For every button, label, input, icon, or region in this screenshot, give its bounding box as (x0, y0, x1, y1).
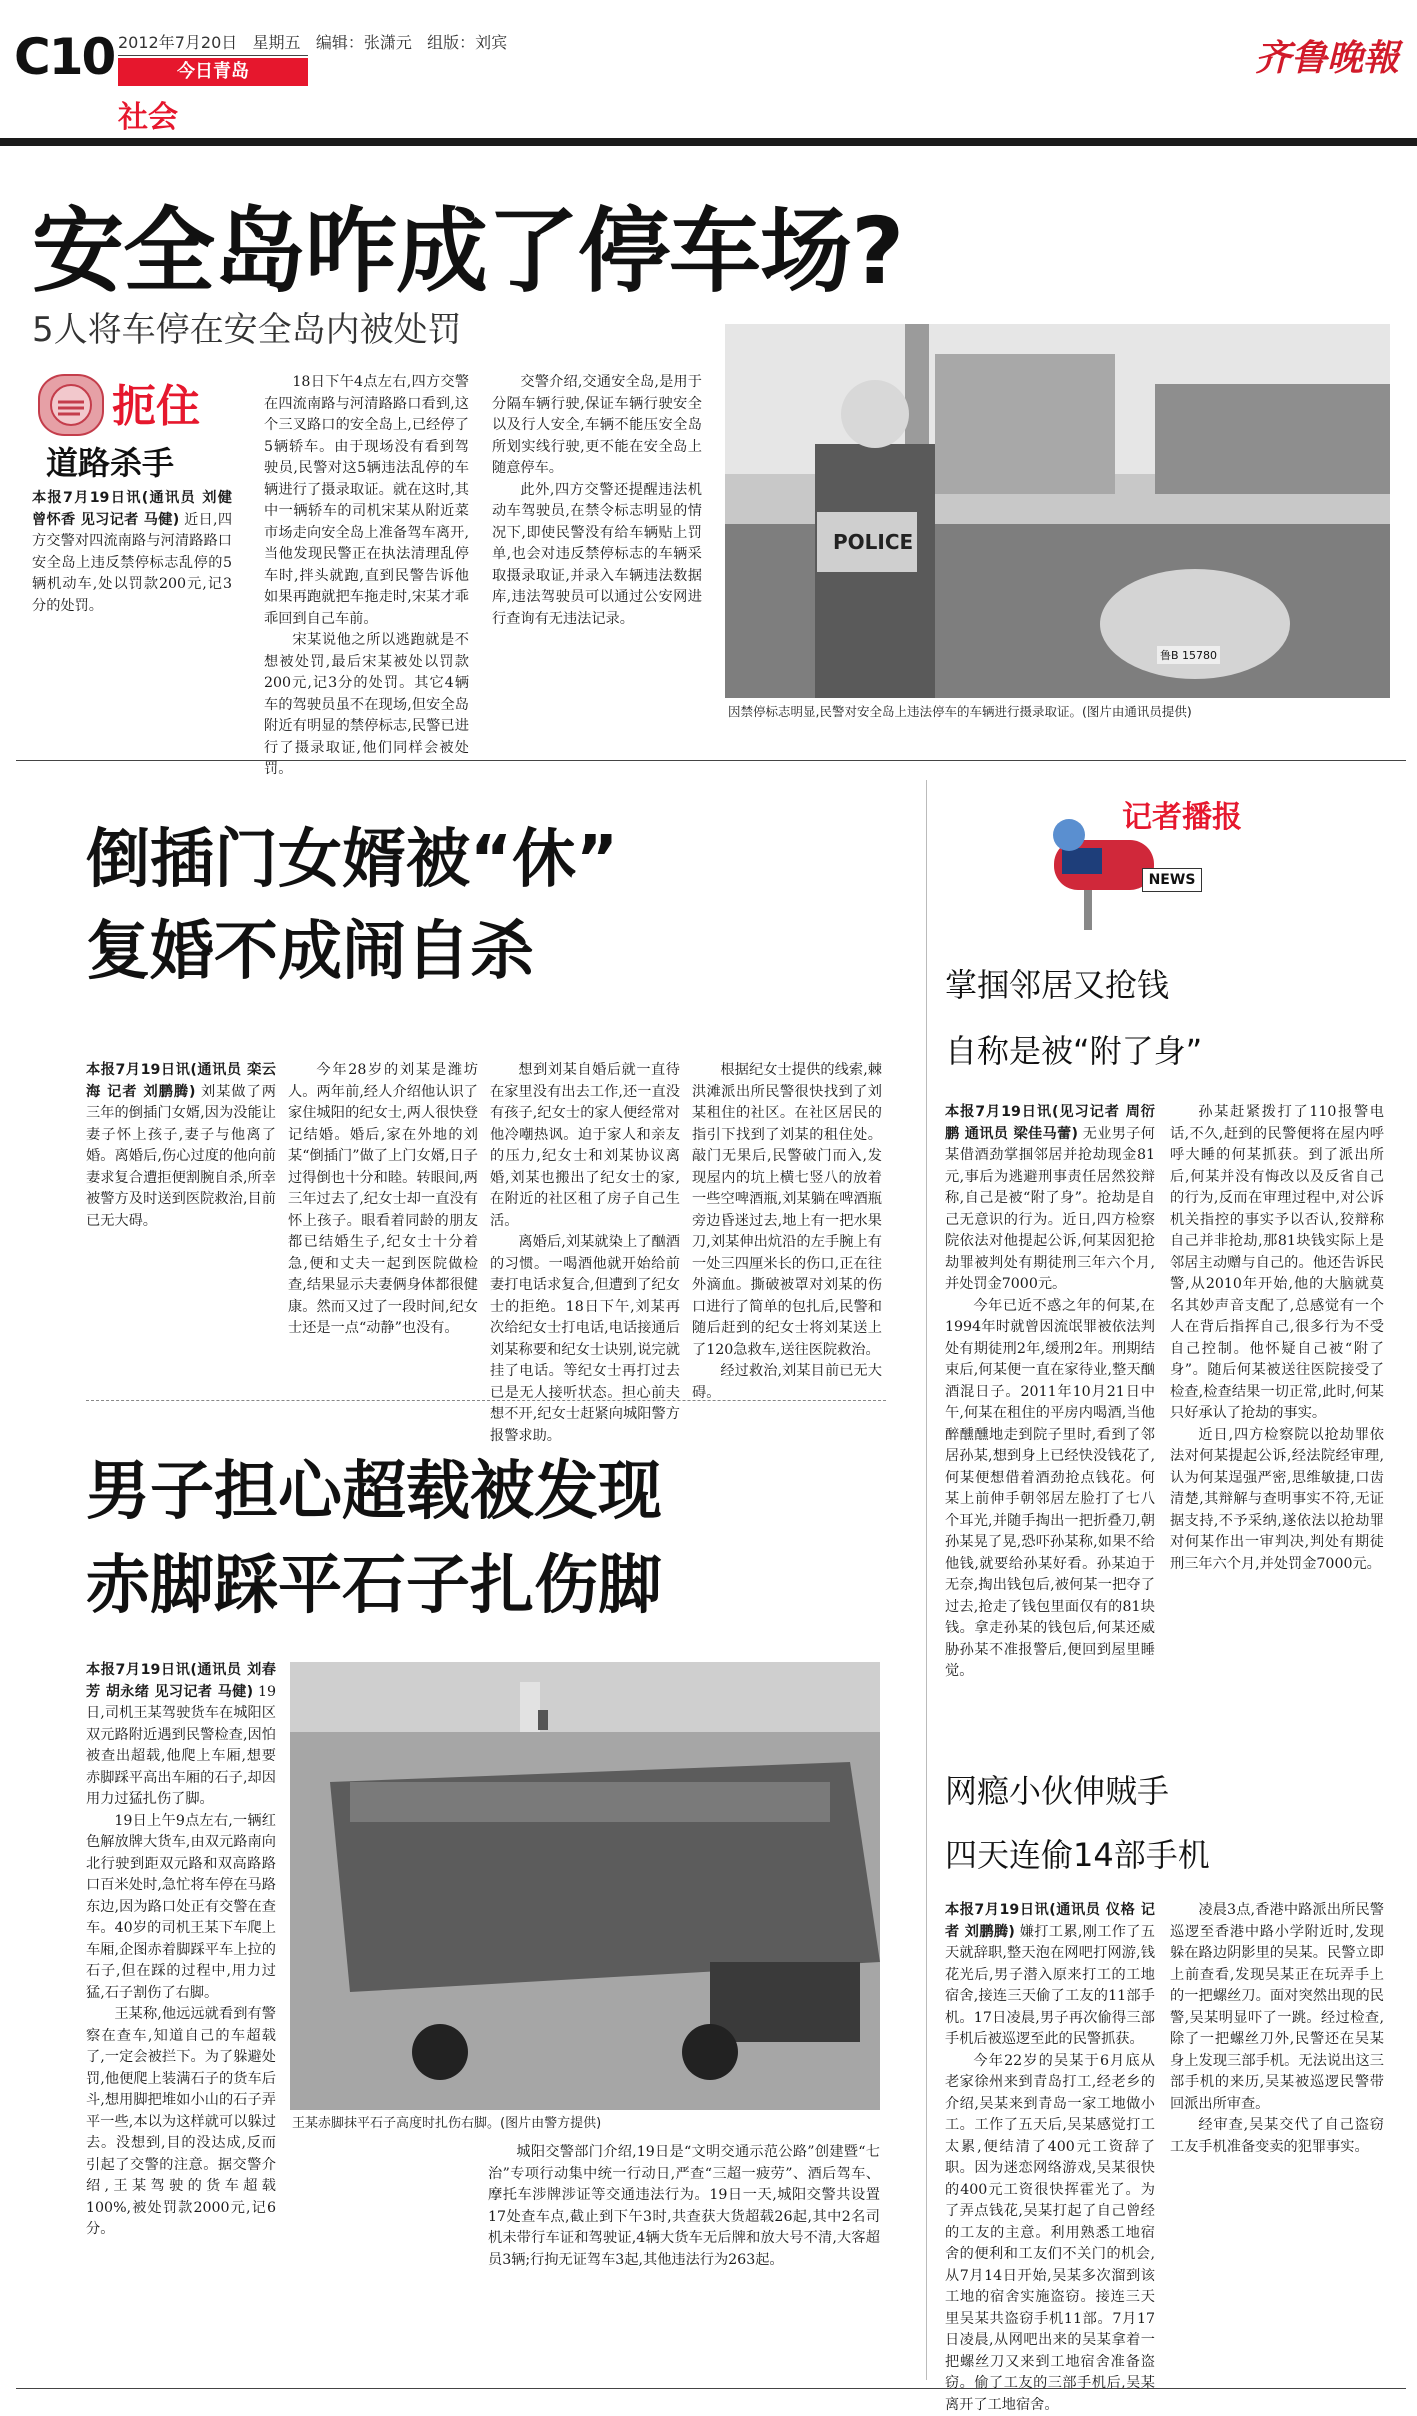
article3-title-line2: 赤脚踩平石子扎伤脚 (86, 1534, 662, 1626)
header-bottom-bar (0, 138, 1417, 146)
photo-plate-label: 鲁B 15780 (1157, 646, 1220, 664)
story2-p1: 嫌打工累,刚工作了五天就辞职,整天泡在网吧打网游,钱花光后,男子潜入原来打工的工地宿舍,接连三天偷了工友的11部手机。17日凌晨,男子再次偷得三部手机后被巡逻至此的民警抓获。 (945, 1924, 1155, 2048)
article3-p3: 王某称,他远远就看到有警察在查车,知道自己的车超载了,一定会被拦下。为了躲避处罚,他便爬上装满石子的货车后斗,想用脚把堆如小山的石子弄平一些,本以为这样就可以躲过去。没想到,目的没达成,反而引起了交警的注意。据交警介绍,王某驾驶的货车超载100%,被处罚款2000元,记6分。 (86, 2004, 276, 2241)
article3-photo (290, 1662, 880, 2110)
article1-photo-caption: 因禁停标志明显,民警对安全岛上违法停车的车辆进行摄录取证。(图片由通讯员提供) (728, 704, 1390, 720)
article1-p4: 交警介绍,交通安全岛,是用于分隔车辆行驶,保证车辆行驶安全以及行人安全,车辆不能压安全岛所划实线行驶,更不能在安全岛上随意停车。 (492, 372, 702, 480)
article3-photo-caption: 王某赤脚抹平石子高度时扎伤右脚。(图片由警方提供) (292, 2116, 880, 2132)
article1-title: 安全岛咋成了停车场? (32, 178, 903, 310)
article2-p2: 今年28岁的刘某是潍坊人。两年前,经人介绍他认识了家住城阳的纪女士,两人很快登记结婚。婚后,家在外地的刘某“倒插门”做了上门女婿,日子过得倒也十分和睦。转眼间,两三年过去了,纪女士却一直没有怀上孩子。眼看着同龄的朋友都已结婚生子,纪女士十分着急,便和丈夫一起到医院做检查,结果显示夫妻俩身体都很健康。然而又过了一段时间,纪女士还是一点“动静”也没有。 (288, 1060, 478, 1340)
header-weekday: 星期五 (253, 33, 301, 52)
page-header (0, 0, 1417, 140)
article2-title-line1: 倒插门女婿被“休” (86, 808, 618, 900)
section-tag: 今日青岛 (118, 58, 308, 86)
sidebar-badge (1044, 790, 1244, 950)
article2-p6: 经过救治,刘某目前已无大碍。 (692, 1361, 882, 1404)
article3-p1: 19日,司机王某驾驶货车在城阳区双元路附近遇到民警检查,因怕被查出超载,他爬上车厢,想要赤脚踩平高出车厢的石子,却因用力过猛扎伤了脚。 (86, 1684, 276, 1808)
header-layout: 组版：刘宾 (427, 33, 507, 52)
header-rule (118, 55, 308, 56)
article2-byline: 本报7月19日讯(通讯员 栾云海 记者 刘鹏腾) (86, 1062, 276, 1100)
page-bottom-rule (16, 2388, 1406, 2389)
section-name: 社会 (118, 92, 178, 136)
story1-col2 (1170, 1102, 1384, 1722)
article2-bottom-rule (86, 1400, 886, 1401)
news-box: NEWS (1142, 868, 1202, 892)
article3-byline: 本报7月19日讯(通讯员 刘春芳 胡永绪 见习记者 马健) (86, 1662, 276, 1700)
article3-lead (86, 1660, 276, 1811)
article1-col3 (492, 372, 702, 742)
story2-lead (945, 1900, 1155, 2051)
story2-col2 (1170, 1900, 1384, 2380)
story1-p4: 近日,四方检察院以抢劫罪依法对何某提起公诉,经法院经审理,认为何某逞强严密,思维敏捷,口齿清楚,其辩解与查明事实不符,无证据支持,不予采纳,遂依法以抢劫罪对何某作出一审判决,判处有期徒刑三年六个月,并处罚金7000元。 (1170, 1425, 1384, 1576)
article1-p3: 宋某说他之所以逃跑就是不想被处罚,最后宋某被处以罚款200元,记3分的处罚。其它4辆车的驾驶员虽不在现场,但安全岛附近有明显的禁停标志,民警已进行了摄录取证,他们同样会被处罚。 (264, 630, 469, 781)
article2-col4 (692, 1060, 882, 1380)
story1-title-line2: 自称是被“附了身” (945, 1026, 1202, 1072)
article1-p1: 近日,四方交警对四流南路与河清路路口安全岛上违反禁停标志乱停的5辆机动车,处以罚款200元,记3分的处罚。 (32, 512, 232, 614)
story1-p1: 无业男子何某借酒劲掌掴邻居并抢劫现金81元,事后为逃避刑事责任居然狡辩称,自己是被“附了身”。抢劫是自己无意识的行为。近日,四方检察院依法对他提起公诉,何某因犯抢劫罪被判处有期徒刑三年六个月,并处罚金7000元。 (945, 1126, 1155, 1293)
article2-p5: 根据纪女士提供的线索,棘洪滩派出所民警很快找到了刘某租住的社区。在社区居民的指引下找到了刘某的租住处。敲门无果后,民警破门而入,发现屋内的坑上横七竖八的放着一些空啤酒瓶,刘某躺在啤酒瓶旁边昏迷过去,地上有一把水果刀,刘某伸出炕沿的左手腕上有一处三四厘米长的伤口,正在往外滴血。撕破被罩对刘某的伤口进行了简单的包扎后,民警和随后赶到的纪女士将刘某送上了120急救车,送往医院救治。 (692, 1060, 882, 1361)
story2-col1 (945, 1900, 1155, 2380)
article1-col2 (264, 372, 469, 742)
article3-p2: 19日上午9点左右,一辆红色解放牌大货车,由双元路南向北行驶到距双元路和双高路路口百米处时,急忙将车停在马路东边,因为路口处正有交警在查车。40岁的司机王某下车爬上车厢,企图赤着脚踩平车上拉的石子,但在踩的过程中,用力过猛,石子割伤了右脚。 (86, 1811, 276, 2005)
article1-p5: 此外,四方交警还提醒违法机动车驾驶员,在禁令标志明显的情况下,即使民警没有给车辆贴上罚单,也会对违反禁停标志的车辆采取摄录取证,并录入车辆违法数据库,违法驾驶员可以通过公安网进行查询有无违法记录。 (492, 480, 702, 631)
story2-p3: 凌晨3点,香港中路派出所民警巡逻至香港中路小学附近时,发现躲在路边阴影里的吴某。民警立即上前查看,发现吴某正在玩弄手上的一把螺丝刀。面对突然出现的民警,吴某明显吓了一跳。经过检查,除了一把螺丝刀外,民警还在吴某身上发现三部手机。无法说出这三部手机的来历,吴某被巡逻民警带回派出所审查。 (1170, 1900, 1384, 2115)
article1-lead (32, 488, 232, 617)
story1-p3: 孙某赶紧拨打了110报警电话,不久,赶到的民警便将在屋内呼呼大睡的何某抓获。到了派出所后,何某并没有悔改以及反省自己的行为,反而在审理过程中,对公诉机关指控的事实予以否认,狡辩称自己并非抢劫,那81块钱实际上是邻居主动赠与自己的。他还告诉民警,从2010年开始,他的大脑就莫名其妙声音支配了,总感觉有一个人在背后指挥自己,很多行为不受自己控制。他怀疑自己被“附了身”。随后何某被送往医院接受了检查,检查结果一切正常,此时,何某只好承认了抢劫的事实。 (1170, 1102, 1384, 1425)
fist-icon (38, 374, 104, 436)
badge-big: 扼住 (112, 370, 200, 434)
article3-col1 (86, 1660, 276, 2380)
article1-byline: 本报7月19日讯(通讯员 刘健 曾怀香 见习记者 马健) (32, 490, 232, 528)
photo-vest-label: POLICE (833, 530, 913, 554)
article2-p3: 想到刘某自婚后就一直待在家里没有出去工作,还一直没有孩子,纪女士的家人便经常对他冷嘲热讽。迫于家人和亲友的压力,纪女士和刘某协议离婚,刘某也搬出了纪女士的家,在附近的社区租了房子自己生活。 (490, 1060, 680, 1232)
header-editor: 编辑：张潇元 (316, 33, 412, 52)
header-date: 2012年7月20日 (118, 33, 237, 52)
page-code: C10 (14, 28, 114, 86)
story2-p2: 今年22岁的吴某于6月底从老家徐州来到青岛打工,经老乡的介绍,吴某来到青岛一家工地做小工。工作了五天后,吴某感觉打工太累,便结清了400元工资辞了职。因为迷恋网络游戏,吴某很快的400元工资很快挥霍光了。为了弄点钱花,吴某打起了自己曾经的工友的主意。利用熟悉工地宿舍的便利和工友们不关门的机会,从7月14日开始,吴某多次溜到该工地的宿舍实施盗窃。接连三天里吴某共盗窃手机11部。7月17日凌晨,从网吧出来的吴某拿着一把螺丝刀又来到工地宿舍准备盗窃。偷了工友的三部手机后,吴某离开了工地宿舍。 (945, 2051, 1155, 2416)
article2-p1: 刘某做了两三年的倒插门女婿,因为没能让妻子怀上孩子,妻子与他离了婚。离婚后,伤心过度的他向前妻求复合遭拒便割腕自杀,所幸被警方及时送到医院救治,目前已无大碍。 (86, 1084, 276, 1229)
article2-col1 (86, 1060, 276, 1380)
article3-title-line1: 男子担心超载被发现 (86, 1440, 662, 1532)
story1-lead (945, 1102, 1155, 1296)
article2-title-line2: 复婚不成闹自杀 (86, 900, 534, 992)
story1-col1 (945, 1102, 1155, 1722)
sidebar-badge-title: 记者播报 (1122, 792, 1242, 836)
article1-subtitle: 5人将车停在安全岛内被处罚 (32, 302, 462, 351)
article1-p2: 18日下午4点左右,四方交警在四流南路与河清路路口看到,这个三叉路口的安全岛上,已经停了5辆轿车。由于现场没有看到驾驶员,民警对这5辆违法乱停的车辆进行了摄录取证。就在这时,其中一辆轿车的司机宋某从附近菜市场走向安全岛上准备驾车离开,当他发现民警正在执法清理乱停车时,拌头就跑,直到民警告诉他如果再跑就把车拖走时,宋某才乖乖回到自己车前。 (264, 372, 469, 630)
article2-p4: 离婚后,刘某就染上了酗酒的习惯。一喝酒他就开始给前妻打电话求复合,但遭到了纪女士的拒绝。18日下午,刘某再次给纪女士打电话,电话接通后刘某称要和纪女士诀别,说完就挂了电话。等纪女士再打过去已是无人接听状态。担心前夫想不开,纪女士赶紧向城阳警方报警求助。 (490, 1232, 680, 1447)
article1-photo (725, 324, 1390, 698)
header-dateline (118, 30, 507, 53)
masthead-logo: 齐鲁晚報 (1255, 30, 1399, 81)
article1-col1 (32, 488, 232, 740)
article2-col3 (490, 1060, 680, 1380)
story2-title-line1: 网瘾小伙伸贼手 (945, 1766, 1169, 1812)
story2-p4: 经审查,吴某交代了自己盗窃工友手机准备变卖的犯罪事实。 (1170, 2115, 1384, 2158)
article1-badge (32, 368, 242, 478)
article2-col2 (288, 1060, 478, 1380)
article3-col3 (488, 2142, 880, 2382)
story2-byline: 本报7月19日讯(通讯员 仪格 记者 刘鹏腾) (945, 1902, 1155, 1940)
story2-title-line2: 四天连偷14部手机 (945, 1830, 1210, 1876)
article3-p4: 城阳交警部门介绍,19日是“文明交通示范公路”创建暨“七治”专项行动集中统一行动日,严查“三超一疲劳”、酒后驾车、摩托车涉牌涉证等交通违法行为。19日一天,城阳交警共设置17处查车点,截止到下午3时,共查获大货超载26起,其中2名司机未带行车证和驾驶证,4辆大货车无后牌和放大号不清,大客超员3辆;行拘无证驾车3起,其他违法行为263起。 (488, 2142, 880, 2271)
article1-bottom-rule (16, 760, 1406, 761)
story1-byline: 本报7月19日讯(见习记者 周衍鹏 通讯员 梁佳马蕾) (945, 1104, 1155, 1142)
article2-lead (86, 1060, 276, 1232)
story1-title-line1: 掌掴邻居又抢钱 (945, 960, 1169, 1006)
sidebar-divider (926, 780, 927, 2380)
badge-small: 道路杀手 (46, 438, 174, 484)
story1-p2: 今年已近不惑之年的何某,在1994年时就曾因流氓罪被依法判处有期徒刑2年,缓刑2年。刑期结束后,何某便一直在家待业,整天酗酒混日子。2011年10月21日中午,何某在租住的平房内喝酒,当他醉醺醺地走到院子里时,看到了邻居孙某,想到身上已经快没钱花了,何某便想借着酒劲抢点钱花。何某上前伸手朝邻居左脸打了七八个耳光,并随手掏出一把折叠刀,朝孙某晃了晃,恐吓孙某称,如果不给他钱,就要给孙某好看。孙某迫于无奈,掏出钱包后,被何某一把夺了过去,抢走了钱包里面仅有的81块钱。拿走孙某的钱包后,何某还威胁孙某不准报警后,便回到屋里睡觉。 (945, 1296, 1155, 1683)
